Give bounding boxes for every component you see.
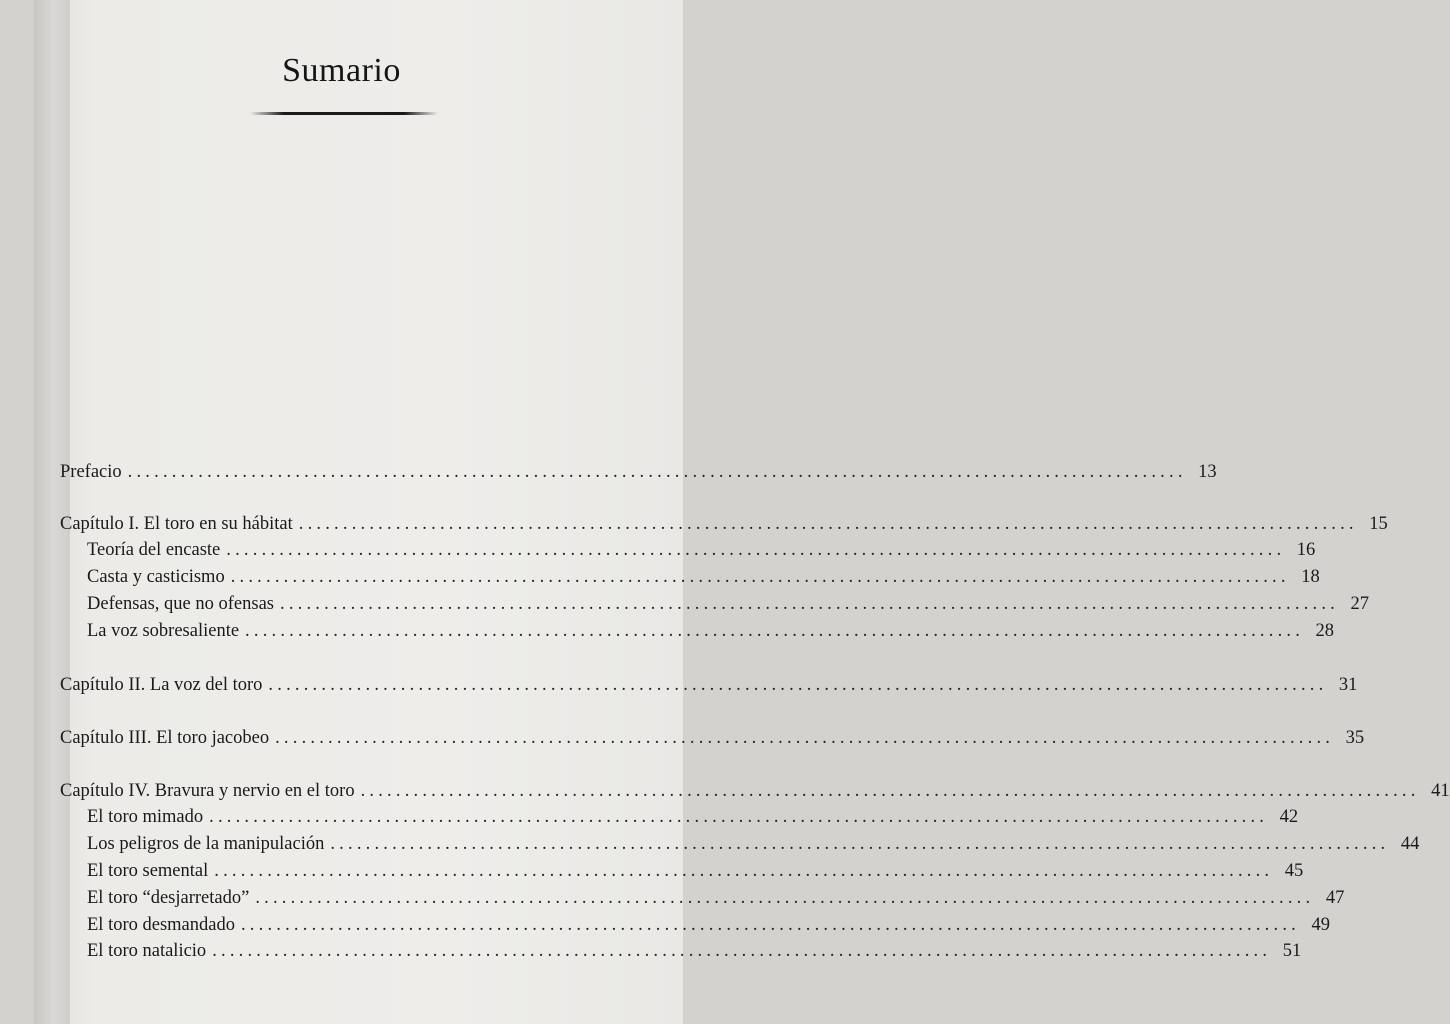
toc-entry-page: 41	[1431, 781, 1450, 801]
leader-dots: ........................................................................................................................	[226, 540, 1286, 560]
toc-entry-label: Capítulo III. El toro jacobeo	[60, 728, 270, 748]
leader-dots: ........................................................................................................................	[255, 888, 1315, 908]
page-title: Sumario	[282, 52, 401, 89]
toc-entry-page: 51	[1282, 941, 1302, 961]
toc-entry-label: Defensas, que no ofensas	[87, 594, 274, 614]
leader-dots: ........................................................................................................................	[280, 594, 1339, 614]
toc-entry-label: Capítulo IV. Bravura y nervio en el toro	[60, 781, 355, 801]
toc-entry-label: El toro semental	[87, 861, 209, 881]
toc-subentry-casta-y-casticismo	[87, 564, 1320, 590]
toc-entry-capitulo-4	[60, 778, 1450, 804]
toc-entry-page: 16	[1296, 540, 1316, 560]
toc-subentry-el-toro-natalicio	[87, 938, 1302, 964]
toc-entry-page: 35	[1345, 728, 1365, 748]
toc-entry-label: Teoría del encaste	[87, 540, 221, 560]
toc-entry-page: 49	[1311, 915, 1330, 935]
toc-subentry-defensas	[87, 591, 1369, 617]
toc-entry-label: Los peligros de la manipulación	[87, 834, 325, 854]
leader-dots: ........................................................................................................................	[230, 567, 1290, 587]
toc-entry-capitulo-1	[60, 511, 1388, 537]
toc-entry-page: 13	[1198, 462, 1217, 482]
toc-entry-page: 15	[1369, 514, 1388, 534]
toc-entry-capitulo-3	[60, 725, 1365, 751]
toc-subentry-teoria-del-encaste	[87, 537, 1316, 563]
toc-subentry-el-toro-mimado	[87, 804, 1299, 830]
toc-entry-page: 27	[1350, 594, 1369, 614]
toc-subentry-el-toro-desjarretado	[87, 885, 1345, 911]
toc-entry-page: 42	[1279, 807, 1299, 827]
toc-entry-prefacio	[60, 459, 1217, 485]
toc-entry-label: Prefacio	[60, 462, 122, 482]
leader-dots: ........................................................................................................................	[268, 675, 1328, 695]
toc-entry-capitulo-2	[60, 672, 1358, 698]
toc-entry-label: Capítulo II. La voz del toro	[60, 675, 263, 695]
toc-entry-page: 28	[1315, 621, 1335, 641]
toc-entry-label: Casta y casticismo	[87, 567, 225, 587]
toc-entry-page: 44	[1400, 834, 1420, 854]
leader-dots: ........................................................................................................................	[214, 861, 1274, 881]
toc-subentry-la-voz-sobresaliente	[87, 618, 1335, 644]
leader-dots: ........................................................................................................................	[330, 834, 1390, 854]
toc-entry-page: 18	[1301, 567, 1320, 587]
leader-dots: ........................................................................................................................	[360, 781, 1420, 801]
leader-dots: ........................................................................................................................	[212, 941, 1272, 961]
toc-entry-label: El toro mimado	[87, 807, 204, 827]
toc-entry-page: 45	[1284, 861, 1304, 881]
toc-subentry-el-toro-desmandado	[87, 912, 1330, 938]
leader-dots: ........................................................................................................................	[209, 807, 1269, 827]
leader-dots: ........................................................................................................................	[298, 514, 1358, 534]
leader-dots: ........................................................................................................................	[245, 621, 1305, 641]
toc-entry-label: El toro desmandado	[87, 915, 235, 935]
toc-subentry-el-toro-semental	[87, 858, 1304, 884]
toc-entry-label: El toro “desjarretado”	[87, 888, 250, 908]
toc-entry-page: 31	[1338, 675, 1358, 695]
toc-subentry-peligros-manipulacion	[87, 831, 1420, 857]
leader-dots: ........................................................................................................................	[127, 462, 1187, 482]
toc-entry-label: Capítulo I. El toro en su hábitat	[60, 514, 293, 534]
leader-dots: ........................................................................................................................	[240, 915, 1300, 935]
toc-entry-label: El toro natalicio	[87, 941, 207, 961]
leader-dots: ........................................................................................................................	[275, 728, 1335, 748]
toc-entry-label: La voz sobresaliente	[87, 621, 240, 641]
toc-entry-page: 47	[1325, 888, 1345, 908]
